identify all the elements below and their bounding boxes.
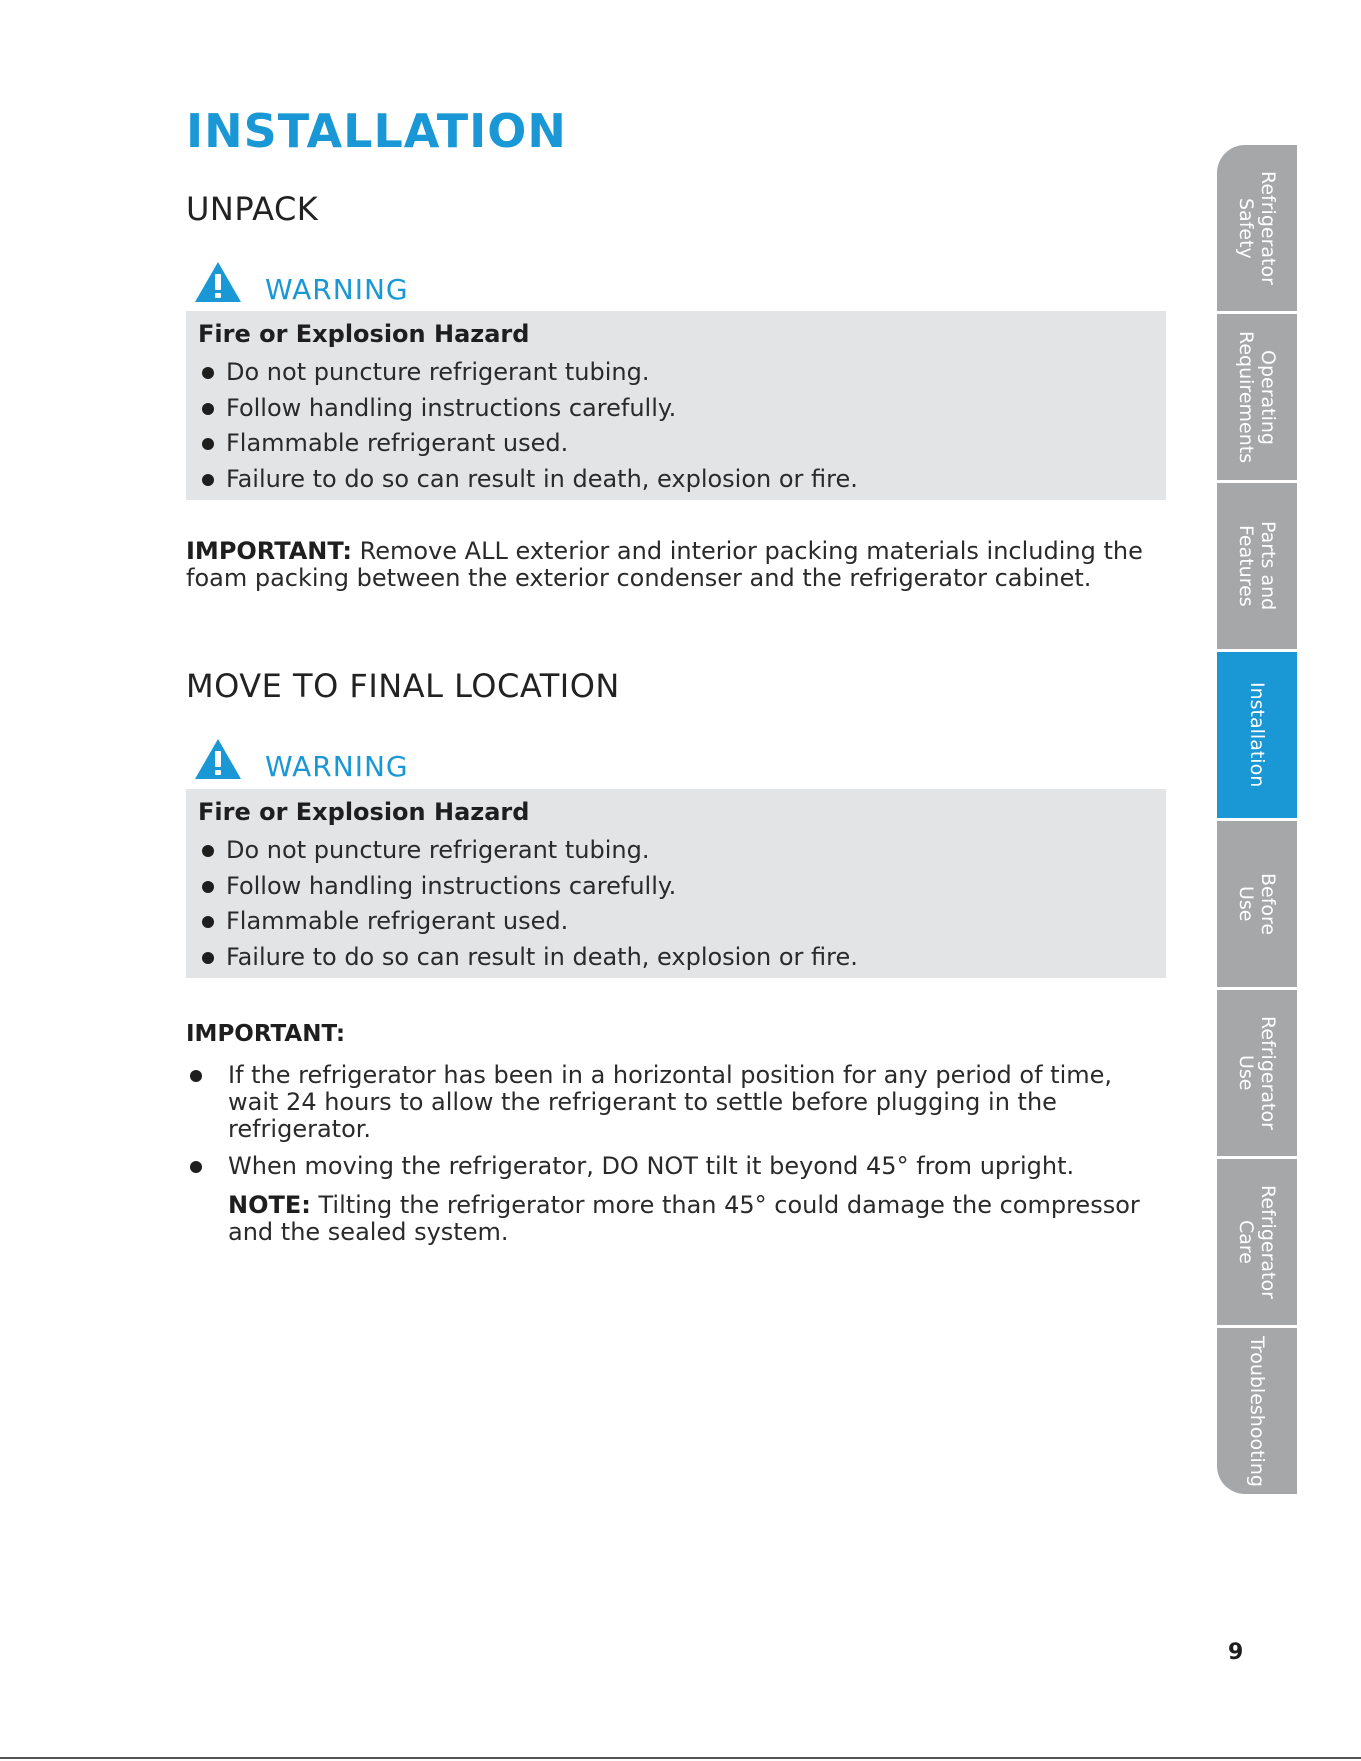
- unpack-heading: UNPACK: [186, 190, 319, 228]
- bullet-icon: [202, 952, 214, 964]
- hazard-list: [198, 355, 1154, 497]
- list-item: If the refrigerator has been in a horizontal position for any period of time, wait 24 hours to allow the refrigerant to settle before plugging in the refrigerator.: [186, 1062, 1166, 1143]
- bullet-icon: [202, 403, 214, 415]
- note-text: Tilting the refrigerator more than 45° could damage the compressor and the sealed system.: [228, 1191, 1140, 1246]
- bullet-icon: [202, 438, 214, 450]
- warning-triangle-icon: [193, 737, 243, 781]
- bullet-icon: [202, 916, 214, 928]
- hazard-item: Do not puncture refrigerant tubing.: [198, 833, 1154, 869]
- note: [228, 1192, 1166, 1246]
- hazard-item: Do not puncture refrigerant tubing.: [198, 355, 1154, 391]
- tab-operating-requirements[interactable]: Operating Requirements: [1217, 314, 1297, 480]
- tab-refrigerator-safety[interactable]: Refrigerator Safety: [1217, 145, 1297, 311]
- hazard-item: Follow handling instructions carefully.: [198, 869, 1154, 905]
- important-label: IMPORTANT:: [186, 537, 353, 565]
- bullet-icon: [202, 367, 214, 379]
- warning-label: WARNING: [265, 750, 409, 783]
- unpack-warning-box: [186, 311, 1166, 500]
- move-important-list: [186, 1062, 1166, 1256]
- unpack-warning-header: [193, 256, 409, 304]
- note-label: NOTE:: [228, 1191, 311, 1219]
- bullet-icon: [202, 881, 214, 893]
- bottom-rule: [0, 1757, 1361, 1759]
- warning-label: WARNING: [265, 273, 409, 306]
- unpack-important-note: [186, 538, 1146, 592]
- important-text: Remove ALL exterior and interior packing materials including the foam packing between the exterior condenser and the refrigerator cabinet.: [186, 537, 1143, 592]
- hazard-list: [198, 833, 1154, 975]
- tab-before-use[interactable]: Before Use: [1217, 821, 1297, 987]
- list-item: When moving the refrigerator, DO NOT tilt it beyond 45° from upright. NOTE: Tilting the refrigerator more than 45° could damage the compressor and the sealed system.: [186, 1153, 1166, 1246]
- move-heading: MOVE TO FINAL LOCATION: [186, 667, 620, 705]
- tab-troubleshooting[interactable]: Troubleshooting: [1217, 1328, 1297, 1494]
- page-title: INSTALLATION: [186, 104, 567, 158]
- hazard-item: Flammable refrigerant used.: [198, 426, 1154, 462]
- bullet-icon: [190, 1070, 202, 1082]
- bullet-icon: [190, 1161, 202, 1173]
- tab-parts-and-features[interactable]: Parts and Features: [1217, 483, 1297, 649]
- hazard-item: Follow handling instructions carefully.: [198, 391, 1154, 427]
- hazard-title: Fire or Explosion Hazard: [198, 798, 530, 826]
- bullet-icon: [202, 474, 214, 486]
- hazard-title: Fire or Explosion Hazard: [198, 320, 530, 348]
- hazard-item: Failure to do so can result in death, explosion or fire.: [198, 462, 1154, 498]
- tab-refrigerator-use[interactable]: Refrigerator Use: [1217, 990, 1297, 1156]
- move-warning-header: [193, 733, 409, 781]
- page-number: 9: [1228, 1640, 1244, 1665]
- move-warning-box: [186, 789, 1166, 978]
- tab-installation[interactable]: Installation: [1217, 652, 1297, 818]
- tab-refrigerator-care[interactable]: Refrigerator Care: [1217, 1159, 1297, 1325]
- hazard-item: Flammable refrigerant used.: [198, 904, 1154, 940]
- section-tabs: [1217, 145, 1297, 1497]
- hazard-item: Failure to do so can result in death, explosion or fire.: [198, 940, 1154, 976]
- move-important-heading: IMPORTANT:: [186, 1021, 346, 1047]
- bullet-icon: [202, 845, 214, 857]
- warning-triangle-icon: [193, 260, 243, 304]
